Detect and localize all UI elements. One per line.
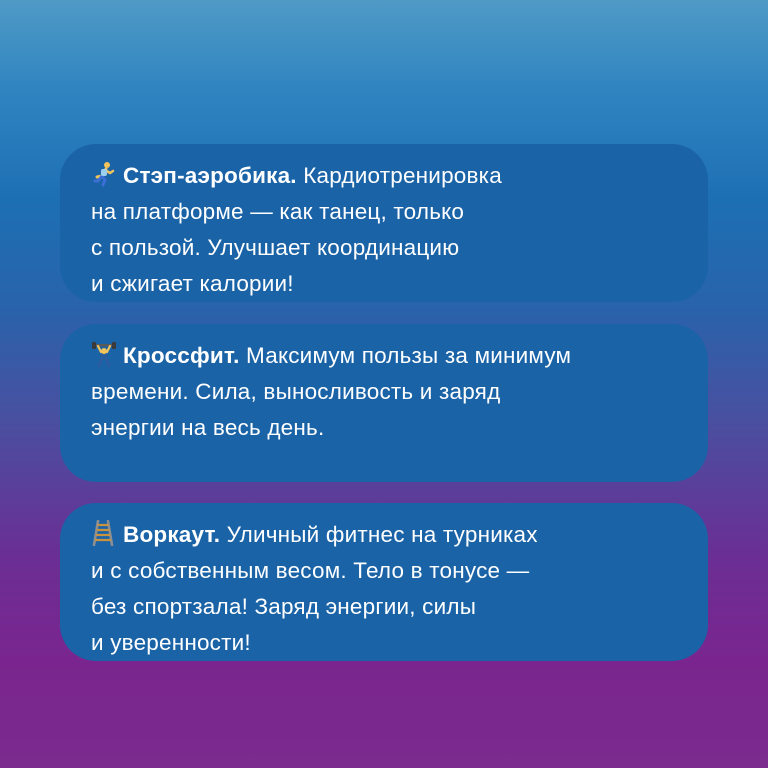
info-card-workout bbox=[60, 503, 708, 661]
card-body-step-aerobics: Кардиотренировка на платформе — как танец, только с пользой. Улучшает координацию и сжигает калории! bbox=[91, 163, 502, 296]
card-title-crossfit: Кроссфит. bbox=[123, 343, 240, 368]
card-text bbox=[91, 338, 680, 446]
card-title-step-aerobics: Стэп-аэробика. bbox=[123, 163, 297, 188]
card-text bbox=[91, 158, 680, 302]
runner-icon bbox=[91, 161, 117, 187]
info-card-crossfit bbox=[60, 324, 708, 482]
card-body-crossfit: Максимум пользы за минимум времени. Сила, выносливость и заряд энергии на весь день. bbox=[91, 343, 572, 440]
card-title-workout: Воркаут. bbox=[123, 522, 221, 547]
ladder-icon bbox=[91, 520, 117, 546]
card-text bbox=[91, 517, 680, 661]
card-body-workout: Уличный фитнес на турниках и с собственным весом. Тело в тонусе — без спортзала! Заряд энергии, силы и уверенности! bbox=[91, 522, 538, 655]
info-card-step-aerobics bbox=[60, 144, 708, 302]
weightlifter-icon bbox=[91, 341, 117, 367]
